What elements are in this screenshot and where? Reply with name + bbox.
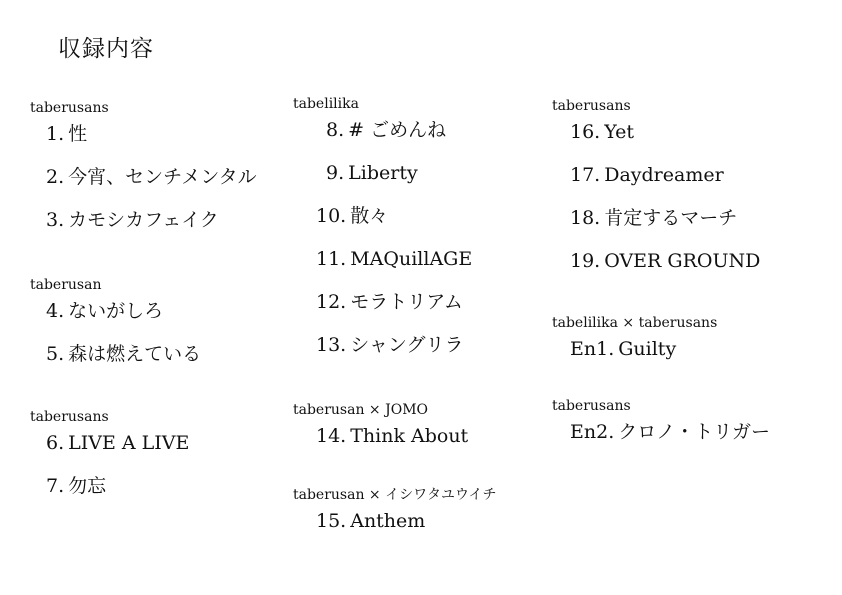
track-item [316, 247, 472, 271]
track-title: OVER GROUND [604, 250, 761, 272]
track-item [316, 424, 468, 448]
track-title: Yet [604, 121, 634, 143]
track-number: 9. [326, 162, 345, 184]
track-number: 6. [46, 432, 65, 454]
track-number: En2. [570, 421, 615, 443]
track-number: 4. [46, 300, 65, 322]
track-number: 17. [570, 164, 601, 186]
track-number: 19. [570, 250, 601, 272]
track-number: 5. [46, 343, 65, 365]
track-title: MAQuillAGE [350, 248, 473, 270]
track-title: Daydreamer [604, 164, 724, 186]
track-number: 12. [316, 291, 347, 313]
artist-name: taberusan [30, 277, 102, 293]
track-title: Guilty [618, 338, 677, 360]
track-number: 1. [46, 123, 65, 145]
artist-group [30, 100, 257, 232]
artist-name: taberusans [30, 100, 109, 116]
track-number: 13. [316, 334, 347, 356]
track-item [46, 122, 257, 146]
artist-name: tabelilika [293, 96, 359, 112]
page-title: 収録内容 [58, 36, 154, 62]
track-number: 16. [570, 121, 601, 143]
track-title: シャングリラ [350, 334, 464, 356]
track-title: # ごめんね [348, 119, 447, 141]
track-item [326, 161, 472, 185]
track-number: 7. [46, 475, 65, 497]
track-item [316, 333, 472, 357]
track-number: 15. [316, 510, 347, 532]
track-title: 今宵、センチメンタル [68, 166, 257, 188]
track-item [316, 509, 497, 533]
track-item [316, 204, 472, 228]
track-item [570, 163, 760, 187]
artist-group [293, 402, 468, 448]
track-number: 18. [570, 207, 601, 229]
track-title: Anthem [350, 510, 426, 532]
artist-group [293, 487, 497, 533]
track-title: 肯定するマーチ [604, 207, 738, 229]
track-number: 11. [316, 248, 347, 270]
track-item [570, 249, 760, 273]
track-item [326, 118, 472, 142]
track-title: 勿忘 [68, 475, 107, 497]
track-title: 散々 [350, 205, 389, 227]
track-title: Liberty [348, 162, 418, 184]
track-item [46, 342, 201, 366]
track-item [46, 431, 189, 455]
artist-group [552, 398, 770, 444]
track-item [46, 208, 257, 232]
artist-name: taberusans [552, 98, 631, 114]
artist-group [552, 98, 760, 273]
artist-group [30, 277, 201, 366]
track-item [46, 165, 257, 189]
artist-group [552, 315, 717, 361]
track-number: En1. [570, 338, 615, 360]
track-item [46, 474, 189, 498]
artist-name: taberusans [30, 409, 109, 425]
track-item [570, 337, 717, 361]
track-number: 3. [46, 209, 65, 231]
track-number: 2. [46, 166, 65, 188]
artist-name: taberusan × JOMO [293, 402, 429, 418]
artist-name: taberusans [552, 398, 631, 414]
track-title: LIVE A LIVE [68, 432, 190, 454]
artist-name: tabelilika × taberusans [552, 315, 718, 331]
track-title: 性 [68, 123, 88, 145]
artist-group [30, 409, 189, 498]
track-item [570, 120, 760, 144]
track-number: 14. [316, 425, 347, 447]
track-item [316, 290, 472, 314]
artist-group [293, 96, 472, 357]
track-number: 10. [316, 205, 347, 227]
track-title: 森は燃えている [68, 343, 202, 365]
track-item [570, 420, 770, 444]
track-item [46, 299, 201, 323]
track-title: ないがしろ [68, 300, 164, 322]
artist-name: taberusan × イシワタユウイチ [293, 487, 497, 503]
track-title: カモシカフェイク [68, 209, 219, 231]
track-number: 8. [326, 119, 345, 141]
track-title: クロノ・トリガー [618, 421, 771, 443]
track-title: Think About [350, 425, 469, 447]
track-title: モラトリアム [350, 291, 463, 313]
track-item [570, 206, 760, 230]
